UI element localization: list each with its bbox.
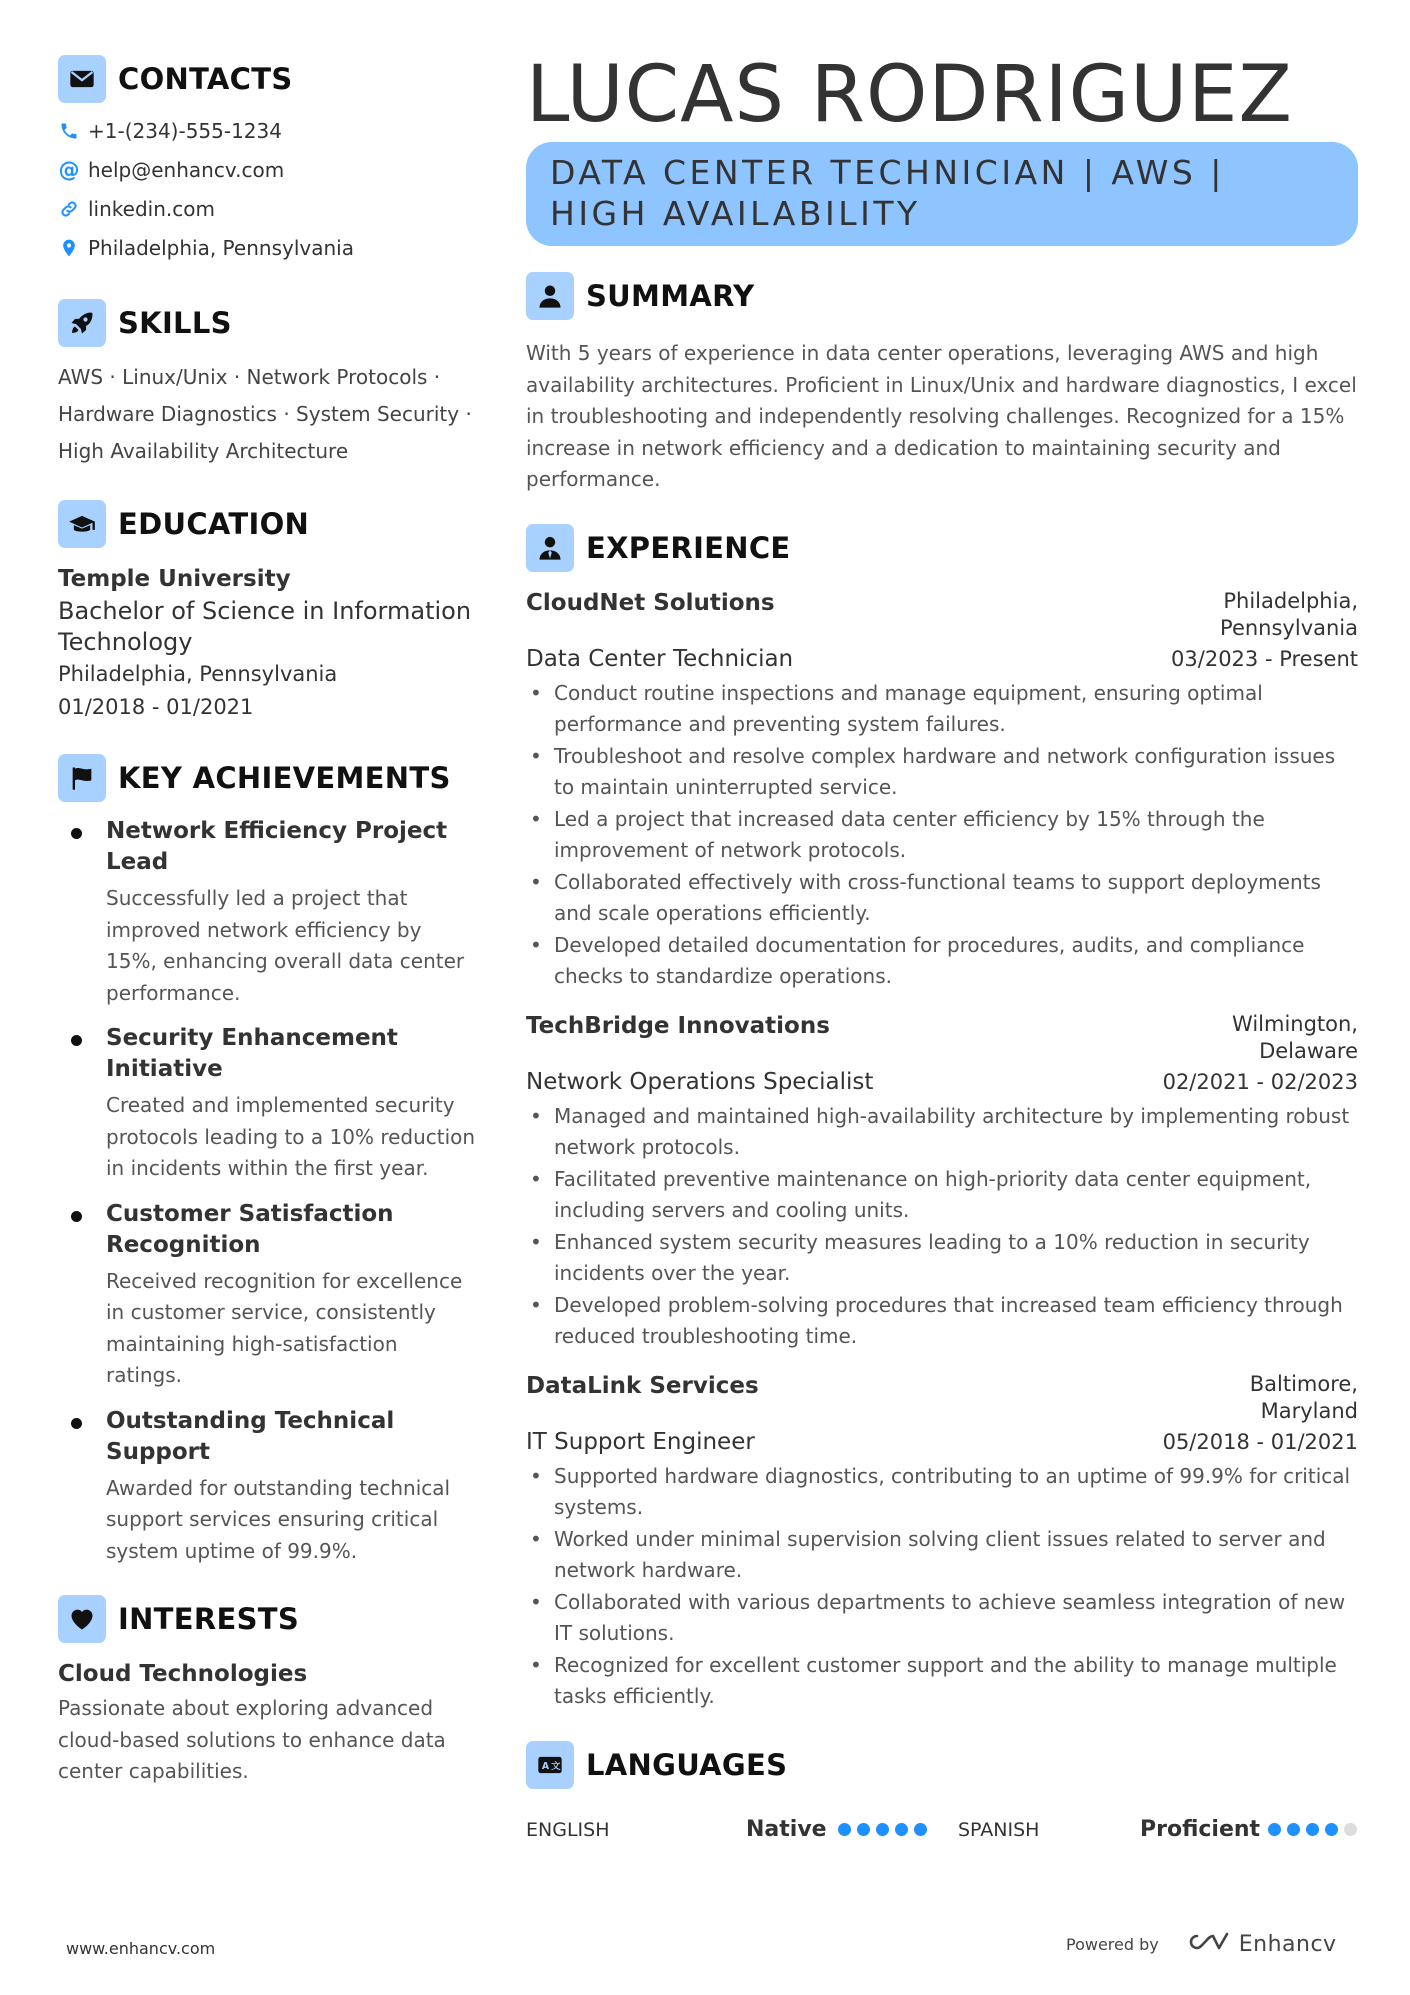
job-bullet: • Collaborated effectively with cross-functional teams to support deployments and scale operations efficiently. (526, 867, 1358, 930)
language-name: ENGLISH (526, 1818, 610, 1841)
achievement-title: Network Efficiency Project Lead (106, 818, 448, 875)
svg-text:A: A (541, 1760, 550, 1772)
achievement-desc: Awarded for outstanding technical support services ensuring critical system uptime of 99.9%. (106, 1475, 451, 1563)
achievement-item (58, 1199, 478, 1392)
job-company: DataLink Services (526, 1372, 759, 1399)
envelope-icon (58, 55, 106, 103)
achievements-list (58, 816, 478, 1567)
languages-row (526, 1815, 1358, 1845)
brand-name: Enhancv (1238, 1931, 1337, 1957)
rating-dot-empty (1344, 1823, 1357, 1836)
phone-text: +1-(234)-555-1234 (88, 118, 282, 143)
education-title: EDUCATION (118, 507, 310, 541)
job-bullet: • Managed and maintained high-availability architecture by implementing robust network protocols. (526, 1101, 1358, 1164)
language-name: SPANISH (958, 1818, 1040, 1841)
job-location (1232, 1011, 1358, 1065)
education-degree: Bachelor of Science in Information Technology (58, 597, 472, 656)
job-location-line: Maryland (1260, 1398, 1358, 1423)
job-location-line: Delaware (1259, 1038, 1358, 1063)
achievement-desc: Received recognition for excellence in customer service, consistently maintaining high-satisfaction ratings. (106, 1268, 463, 1387)
rating-dot-filled (895, 1823, 908, 1836)
footer-website[interactable]: www.enhancv.com (66, 1939, 216, 1958)
job-dates: 05/2018 - 01/2021 (1162, 1429, 1358, 1454)
job-role: IT Support Engineer (526, 1428, 755, 1455)
job-role: Network Operations Specialist (526, 1068, 874, 1095)
heart-icon (58, 1595, 106, 1643)
contacts-heading (58, 55, 478, 103)
experience-heading (526, 524, 1358, 572)
job-company: CloudNet Solutions (526, 589, 775, 616)
summary-text: With 5 years of experience in data center operations, leveraging AWS and high availability architectures. Proficient in Linux/Unix and hardware diagnostics, I excel in troubleshooting and independently resolving challenges. Recognized for a 15% increase in network efficiency and a dedication to maintaining security and performance. (526, 341, 1357, 491)
achievement-item (58, 1023, 478, 1185)
email-text: help@enhancv.com (88, 157, 285, 182)
phone-icon (58, 120, 80, 142)
contact-email[interactable] (58, 150, 478, 189)
graduation-cap-icon (58, 500, 106, 548)
job-role: Data Center Technician (526, 645, 794, 672)
job-bullet: • Led a project that increased data center efficiency by 15% through the improvement of network protocols. (526, 804, 1358, 867)
job-bullets (526, 678, 1358, 993)
linkedin-text: linkedin.com (88, 196, 215, 221)
rocket-icon (58, 299, 106, 347)
rating-dot-filled (1306, 1823, 1319, 1836)
contact-list (58, 111, 478, 267)
contacts-title: CONTACTS (118, 62, 293, 96)
achievement-title: Customer Satisfaction Recognition (106, 1200, 394, 1258)
location-text: Philadelphia, Pennsylvania (88, 235, 354, 260)
languages-heading (526, 1741, 1358, 1789)
job-title-banner: DATA CENTER TECHNICIAN | AWS | HIGH AVAILABILITY (526, 142, 1358, 246)
contact-linkedin[interactable] (58, 189, 478, 228)
achievement-title: Security Enhancement Initiative (106, 1025, 398, 1082)
rating-dot-filled (857, 1823, 870, 1836)
achievement-item (58, 816, 478, 1009)
enhancv-logo-icon (1183, 1930, 1231, 1958)
languages-title: LANGUAGES (586, 1747, 788, 1782)
rating-dot-filled (1287, 1823, 1300, 1836)
achievement-item (58, 1406, 478, 1568)
summary-heading (526, 272, 1358, 320)
job-bullets (526, 1101, 1358, 1353)
job-bullet: • Developed problem-solving procedures that increased team efficiency through reduced troubleshooting time. (526, 1290, 1358, 1353)
job-bullet: • Facilitated preventive maintenance on high-priority data center equipment, including servers and cooling units. (526, 1164, 1358, 1227)
achievements-heading (58, 754, 478, 802)
flag-icon (58, 754, 106, 802)
education-heading (58, 500, 478, 548)
experience-title: EXPERIENCE (586, 530, 791, 565)
contact-phone[interactable] (58, 111, 478, 150)
interest-desc: Passionate about exploring advanced cloud-based solutions to enhance data center capabilities. (58, 1696, 446, 1783)
language-level: Proficient (1140, 1817, 1261, 1842)
skills-title: SKILLS (118, 306, 232, 340)
rating-dot-filled (914, 1823, 927, 1836)
link-icon (58, 198, 80, 220)
job-bullet: • Developed detailed documentation for procedures, audits, and compliance checks to standardize operations. (526, 930, 1358, 993)
job-bullet: • Conduct routine inspections and manage equipment, ensuring optimal performance and preventing system failures. (526, 678, 1358, 741)
achievements-title: KEY ACHIEVEMENTS (118, 761, 451, 795)
rating-dot-filled (1325, 1823, 1338, 1836)
job-bullet: • Collaborated with various departments to achieve seamless integration of new IT solutions. (526, 1587, 1358, 1650)
language-rating (838, 1823, 958, 1836)
left-column (58, 55, 478, 1788)
job-location-line: Wilmington, (1232, 1011, 1358, 1036)
user-tie-icon (526, 524, 574, 572)
language-rating (1268, 1823, 1357, 1836)
education-location: Philadelphia, Pennsylvania (58, 662, 338, 686)
job-bullets (526, 1461, 1358, 1713)
skills-list: AWS · Linux/Unix · Network Protocols · Hardware Diagnostics · System Security · High Availability Architecture (58, 365, 472, 463)
job-location-line: Baltimore, (1249, 1371, 1358, 1396)
interests-title: INTERESTS (118, 1602, 300, 1636)
job-bullet: • Recognized for excellent customer support and the ability to manage multiple tasks efficiently. (526, 1650, 1358, 1713)
svg-text:文: 文 (551, 1760, 561, 1772)
at-icon: @ (58, 157, 80, 182)
contact-location (58, 228, 478, 267)
translate-icon (526, 1741, 574, 1789)
achievement-desc: Successfully led a project that improved network efficiency by 15%, enhancing overall data center performance. (106, 886, 465, 1005)
achievement-title: Outstanding Technical Support (106, 1407, 395, 1465)
candidate-name: LUCAS RODRIGUEZ (526, 50, 1293, 140)
job-location-line: Pennsylvania (1220, 615, 1358, 640)
experience-entry (526, 588, 1358, 993)
education-school: Temple University (58, 566, 291, 592)
rating-dot-filled (876, 1823, 889, 1836)
powered-by-text: Powered by (1066, 1934, 1159, 1954)
job-bullet: • Enhanced system security measures leading to a 10% reduction in security incidents over the year. (526, 1227, 1358, 1290)
job-location-line: Philadelphia, (1223, 588, 1358, 613)
interests-heading (58, 1595, 478, 1643)
experience-entry (526, 1371, 1358, 1713)
job-location (1250, 1371, 1358, 1425)
job-company: TechBridge Innovations (526, 1012, 830, 1039)
footer-branding (1066, 1930, 1337, 1958)
right-column (526, 50, 1358, 1845)
education-dates: 01/2018 - 01/2021 (58, 695, 254, 719)
achievement-desc: Created and implemented security protocols leading to a 10% reduction in incidents within the first year. (106, 1093, 476, 1180)
map-pin-icon (58, 237, 80, 259)
rating-dot-filled (1268, 1823, 1281, 1836)
job-bullet: • Worked under minimal supervision solving client issues related to server and network hardware. (526, 1524, 1358, 1587)
job-dates: 02/2021 - 02/2023 (1162, 1069, 1358, 1094)
job-location (1220, 588, 1358, 642)
job-bullet: • Supported hardware diagnostics, contributing to an uptime of 99.9% for critical systems. (526, 1461, 1358, 1524)
interest-title: Cloud Technologies (58, 1661, 308, 1687)
rating-dot-filled (838, 1823, 851, 1836)
experience-entry (526, 1011, 1358, 1353)
user-icon (526, 272, 574, 320)
job-dates: 03/2023 - Present (1171, 646, 1358, 671)
job-bullet: • Troubleshoot and resolve complex hardware and network configuration issues to maintain uninterrupted service. (526, 741, 1358, 804)
skills-heading (58, 299, 478, 347)
language-level: Native (746, 1817, 827, 1842)
summary-title: SUMMARY (586, 279, 755, 313)
